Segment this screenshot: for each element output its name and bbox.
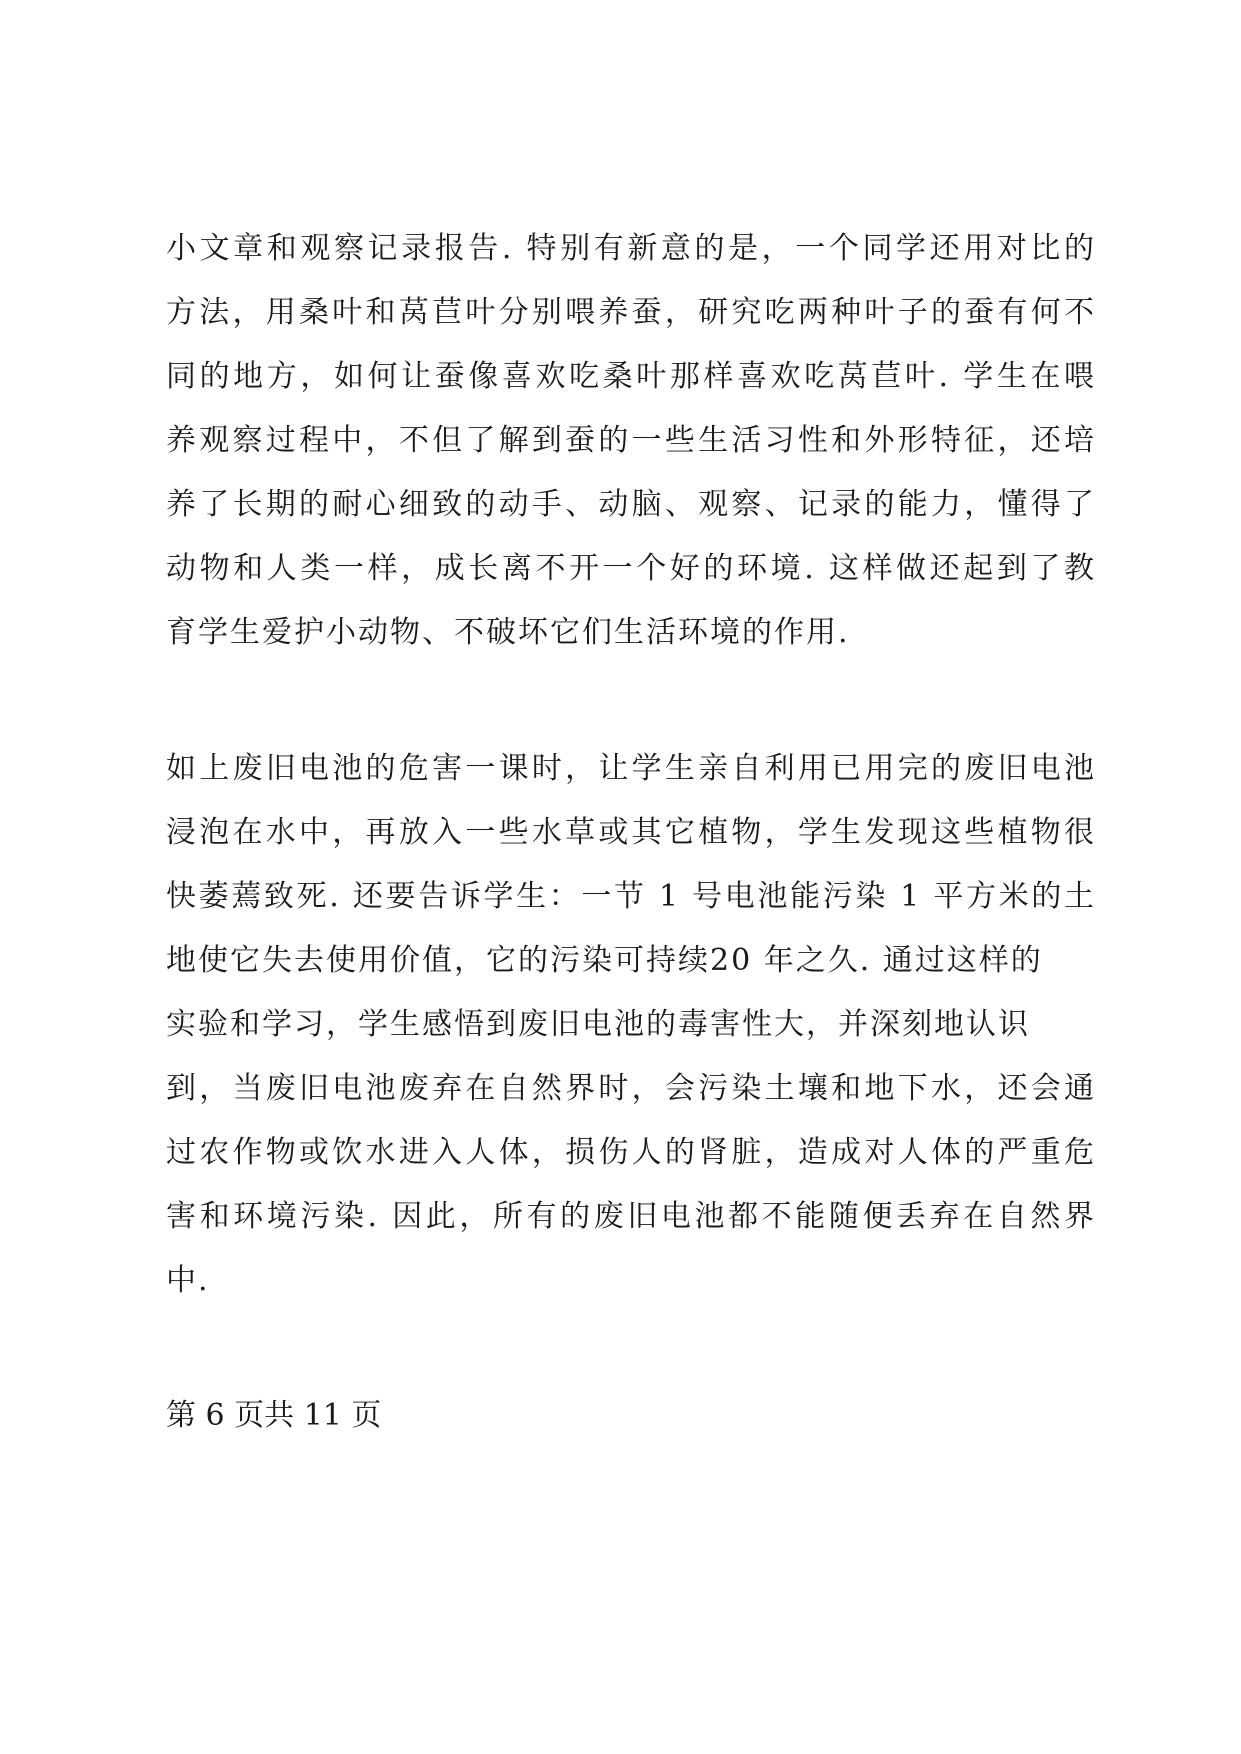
paragraph-line: 快萎蔫致死. 还要告诉学生：一节 1 号电池能污染 1 平方米的土: [166, 879, 1096, 914]
paragraph-line: 如上废旧电池的危害一课时，让学生亲自利用已用完的废旧电池: [166, 751, 1096, 786]
paragraph-line: 害和环境污染. 因此，所有的废旧电池都不能随便丢弃在自然界: [166, 1199, 1096, 1234]
paragraph-line: 同的地方，如何让蚕像喜欢吃桑叶那样喜欢吃莴苣叶. 学生在喂: [166, 359, 1096, 394]
paragraph-line: 养观察过程中，不但了解到蚕的一些生活习性和外形特征，还培: [166, 423, 1096, 458]
paragraph-line: 中.: [166, 1263, 210, 1298]
paragraph-line: 过农作物或饮水进入人体，损伤人的肾脏，造成对人体的严重危: [166, 1135, 1096, 1170]
paragraph-battery-hazard: [166, 737, 1096, 1313]
paragraph-line: 到，当废旧电池废弃在自然界时，会污染土壤和地下水，还会通: [166, 1071, 1096, 1106]
paragraph-line: 方法，用桑叶和莴苣叶分别喂养蚕，研究吃两种叶子的蚕有何不: [166, 295, 1096, 330]
paragraph-line: 地使它失去使用价值，它的污染可持续20 年之久. 通过这样的: [166, 943, 1043, 978]
page-number-footer: 第 6 页共 11 页: [166, 1398, 382, 1433]
paragraph-line: 小文章和观察记录报告. 特别有新意的是，一个同学还用对比的: [166, 231, 1096, 266]
paragraph-line: 实验和学习，学生感悟到废旧电池的毒害性大，并深刻地认识: [166, 1007, 1030, 1042]
paragraph-silkworm-observation: [166, 217, 1096, 665]
paragraph-line: 浸泡在水中，再放入一些水草或其它植物，学生发现这些植物很: [166, 815, 1096, 850]
paragraph-line: 育学生爱护小动物、不破坏它们生活环境的作用.: [166, 615, 850, 650]
paragraph-line: 养了长期的耐心细致的动手、动脑、观察、记录的能力，懂得了: [166, 487, 1096, 522]
paragraph-line: 动物和人类一样，成长离不开一个好的环境. 这样做还起到了教: [166, 551, 1096, 586]
